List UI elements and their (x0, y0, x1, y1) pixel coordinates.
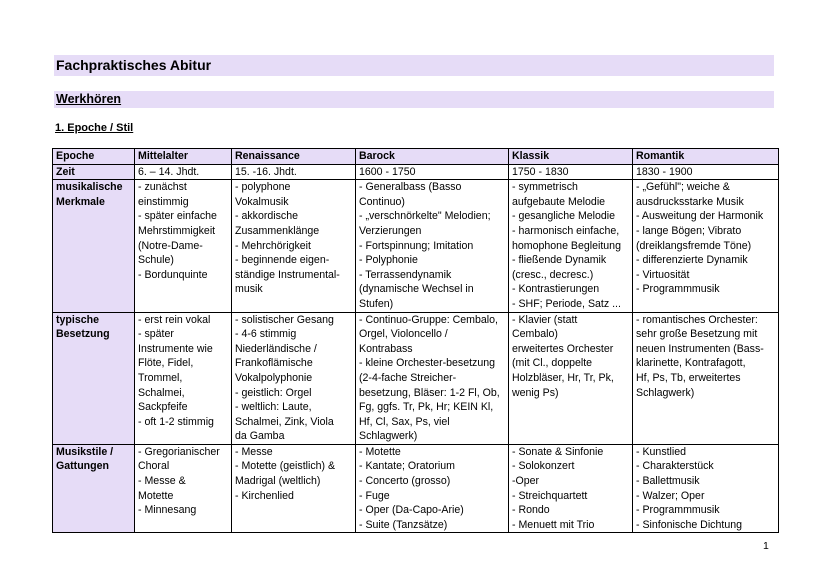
row-label-cell (53, 164, 135, 180)
cell-line: Frankoflämische (235, 357, 313, 370)
cell-line: - oft 1-2 stimmig (138, 415, 214, 428)
table-cell (356, 312, 509, 444)
cell-line: (dreiklangsfremde Töne) (636, 239, 752, 252)
cell-line: erweitertes Orchester (512, 342, 614, 355)
cell-line: - Minnesang (138, 504, 197, 517)
cell-line: - Bordunquinte (138, 268, 208, 281)
cell-line: aufgebaute Melodie (512, 195, 606, 208)
cell-line: Motette (138, 489, 174, 502)
cell-line: - „Gefühl"; weiche & (636, 181, 730, 194)
cell-line: Schlagwerk) (359, 430, 418, 443)
cell-line: - Terrassendynamik (359, 268, 452, 281)
cell-line: - kleine Orchester-besetzung (359, 357, 496, 370)
cell-line: - harmonisch einfache, (512, 224, 620, 237)
cell-line: - symmetrisch (512, 181, 578, 194)
table-cell (135, 312, 232, 444)
section-heading: 1. Epoche / Stil (55, 122, 134, 134)
row-label-line: musikalische (56, 181, 123, 194)
table-row (53, 444, 779, 533)
cell-line: 6. – 14. Jhdt. (138, 165, 200, 178)
cell-line: 1600 - 1750 (359, 165, 416, 178)
cell-line: - Menuett mit Trio (512, 518, 595, 531)
cell-line: - Charakterstück (636, 460, 714, 473)
row-label-line: typische (56, 313, 99, 326)
cell-line: - polyphone (235, 181, 291, 194)
cell-line: - geistlich: Orgel (235, 386, 312, 399)
cell-line: ausdrucksstarke Musik (636, 195, 744, 208)
cell-line: - Virtuosität (636, 268, 690, 281)
cell-line: - differenzierte Dynamik (636, 254, 748, 267)
cell-line: - Solokonzert (512, 460, 575, 473)
table-header-cell: Mittelalter (135, 149, 232, 165)
cell-line: Schalmei, Zink, Viola (235, 415, 334, 428)
cell-line: ständige Instrumental- (235, 268, 340, 281)
table-header-cell: Epoche (53, 149, 135, 165)
table-cell (509, 164, 633, 180)
cell-line: - später (138, 328, 174, 341)
cell-line: da Gamba (235, 430, 285, 443)
cell-line: (cresc., decresc.) (512, 268, 594, 281)
cell-line: Flöte, Fidel, (138, 357, 194, 370)
row-label-line: Besetzung (56, 328, 110, 341)
cell-line: neuen Instrumenten (Bass- (636, 342, 764, 355)
table-cell (135, 164, 232, 180)
cell-line: (mit Cl., doppelte (512, 357, 593, 370)
table-cell (633, 164, 779, 180)
row-label-line: Musikstile / (56, 445, 114, 458)
table-cell (356, 164, 509, 180)
table-cell (232, 164, 356, 180)
table-cell (232, 180, 356, 312)
cell-line: Holzbläser, Hr, Tr, Pk, (512, 371, 614, 384)
cell-line: - gesangliche Melodie (512, 210, 616, 223)
cell-line: - Klavier (statt (512, 313, 578, 326)
cell-line: Vokalmusik (235, 195, 289, 208)
cell-line: Zusammenklänge (235, 224, 320, 237)
cell-line: 15. -16. Jhdt. (235, 165, 297, 178)
cell-line: - Gregorianischer (138, 445, 220, 458)
cell-line: - Kontrastierungen (512, 283, 600, 296)
cell-line: - romantisches Orchester: (636, 313, 758, 326)
cell-line: - Mehrchörigkeit (235, 239, 311, 252)
row-label-line: Merkmale (56, 195, 105, 208)
table-cell (509, 444, 633, 533)
cell-line: Cembalo) (512, 328, 558, 341)
epoch-comparison-table (52, 148, 779, 533)
table-cell (356, 444, 509, 533)
cell-line: Madrigal (weltlich) (235, 475, 321, 488)
cell-line: - beginnende eigen- (235, 254, 330, 267)
cell-line: - Kantate; Oratorium (359, 460, 455, 473)
cell-line: - Suite (Tanzsätze) (359, 518, 448, 531)
cell-line: Fg, ggfs. Tr, Pk, Hr; KEIN Kl, (359, 401, 494, 414)
cell-line: - Motette (359, 445, 401, 458)
cell-line: Vokalpolyphonie (235, 371, 313, 384)
cell-line: - Polyphonie (359, 254, 418, 267)
cell-line: Continuo) (359, 195, 405, 208)
table-cell (633, 312, 779, 444)
table-header-row (53, 149, 779, 165)
cell-line: Verzierungen (359, 224, 422, 237)
cell-line: Niederländische / (235, 342, 317, 355)
table-row (53, 312, 779, 444)
row-label-line: Gattungen (56, 460, 109, 473)
row-label-cell (53, 180, 135, 312)
cell-line: -Oper (512, 475, 540, 488)
cell-line: - SHF; Periode, Satz ... (512, 297, 621, 310)
cell-line: Orgel, Violoncello / (359, 328, 448, 341)
row-label-line: Zeit (56, 165, 75, 178)
table-cell (232, 312, 356, 444)
table-cell (232, 444, 356, 533)
table-header-cell: Romantik (633, 149, 779, 165)
cell-line: - Generalbass (Basso (359, 181, 462, 194)
cell-line: - Sonate & Sinfonie (512, 445, 604, 458)
table-cell (509, 312, 633, 444)
table-row (53, 164, 779, 180)
cell-line: - akkordische (235, 210, 298, 223)
cell-line: - fließende Dynamik (512, 254, 607, 267)
cell-line: - Streichquartett (512, 489, 588, 502)
cell-line: - Sinfonische Dichtung (636, 518, 742, 531)
cell-line: - Messe & (138, 475, 186, 488)
cell-line: (2-4-fache Streicher- (359, 371, 457, 384)
cell-line: - Kunstlied (636, 445, 687, 458)
table-header-cell: Renaissance (232, 149, 356, 165)
cell-line: Choral (138, 460, 170, 473)
cell-line: - Walzer; Oper (636, 489, 705, 502)
cell-line: - lange Bögen; Vibrato (636, 224, 742, 237)
cell-line: - Fuge (359, 489, 390, 502)
table-cell (633, 444, 779, 533)
table-header-cell: Klassik (509, 149, 633, 165)
cell-line: homophone Begleitung (512, 239, 621, 252)
cell-line: - erst rein vokal (138, 313, 211, 326)
table-header-cell: Barock (356, 149, 509, 165)
cell-line: - zunächst (138, 181, 187, 194)
cell-line: - Concerto (grosso) (359, 475, 451, 488)
cell-line: - Rondo (512, 504, 550, 517)
cell-line: Mehrstimmigkeit (138, 224, 216, 237)
cell-line: einstimmig (138, 195, 189, 208)
cell-line: Schalmei, (138, 386, 185, 399)
table-cell (509, 180, 633, 312)
cell-line: wenig Ps) (512, 386, 559, 399)
row-label-cell (53, 444, 135, 533)
page-number: 1 (763, 540, 769, 552)
subtitle-band (54, 91, 774, 108)
table-row (53, 180, 779, 312)
document-title: Fachpraktisches Abitur (56, 57, 212, 73)
cell-line: - weltlich: Laute, (235, 401, 312, 414)
cell-line: - solistischer Gesang (235, 313, 334, 326)
row-label-cell (53, 312, 135, 444)
title-band (54, 55, 774, 76)
cell-line: - Continuo-Gruppe: Cembalo, (359, 313, 498, 326)
cell-line: Schlagwerk) (636, 386, 695, 399)
cell-line: Sackpfeife (138, 401, 188, 414)
cell-line: 1750 - 1830 (512, 165, 569, 178)
cell-line: (Notre-Dame- (138, 239, 203, 252)
document-subtitle: Werkhören (56, 92, 122, 106)
cell-line: Kontrabass (359, 342, 413, 355)
cell-line: - 4-6 stimmig (235, 328, 297, 341)
cell-line: - später einfache (138, 210, 217, 223)
cell-line: - Messe (235, 445, 273, 458)
cell-line: - Kirchenlied (235, 489, 294, 502)
cell-line: - Ausweitung der Harmonik (636, 210, 764, 223)
table-cell (135, 180, 232, 312)
table-cell (633, 180, 779, 312)
cell-line: - Fortspinnung; Imitation (359, 239, 474, 252)
cell-line: Hf, Ps, Tb, erweitertes (636, 371, 741, 384)
cell-line: 1830 - 1900 (636, 165, 693, 178)
cell-line: - Programmmusik (636, 283, 720, 296)
cell-line: Instrumente wie (138, 342, 213, 355)
cell-line: - Programmmusik (636, 504, 720, 517)
cell-line: Hf, Cl, Sax, Ps, viel (359, 415, 450, 428)
cell-line: sehr große Besetzung mit (636, 328, 758, 341)
cell-line: - Ballettmusik (636, 475, 700, 488)
cell-line: klarinette, Kontrafagott, (636, 357, 746, 370)
cell-line: (dynamische Wechsel in (359, 283, 474, 296)
table-cell (135, 444, 232, 533)
cell-line: Schule) (138, 254, 174, 267)
cell-line: Stufen) (359, 297, 394, 310)
table-cell (356, 180, 509, 312)
cell-line: Trommel, (138, 371, 183, 384)
cell-line: - „verschnörkelte" Melodien; (359, 210, 491, 223)
cell-line: - Oper (Da-Capo-Arie) (359, 504, 464, 517)
cell-line: musik (235, 283, 263, 296)
cell-line: - Motette (geistlich) & (235, 460, 336, 473)
cell-line: besetzung, Bläser: 1-2 Fl, Ob, (359, 386, 500, 399)
